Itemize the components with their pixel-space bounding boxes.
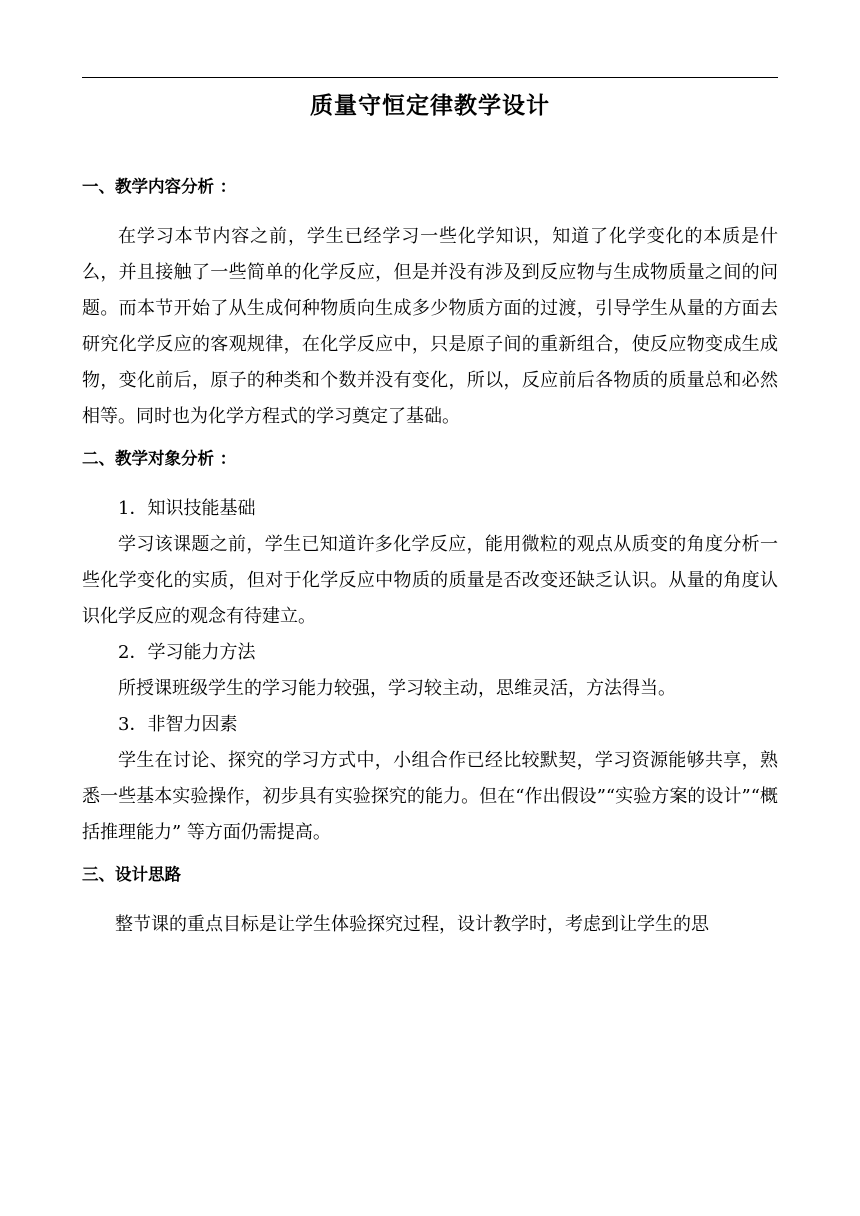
section-heading-content-analysis: 一、教学内容分析 ： [82, 177, 237, 196]
subheading-knowledge-skills: 1．知识技能基础 [118, 498, 256, 519]
content-analysis-paragraph: 在学习本节内容之前，学生已经学习一些化学知识，知道了化学变化的本质是什么，并且接触了一些简单的化学反应，但是并没有涉及到反应物与生成物质量之间的问题。而本节开始了从生成何种物质向生成多少物质方面的过渡，引导学生从量的方面去研究化学反应的客观规律，在化学反应中，只是原子间的重新组合，使反应物变成生成物，变化前后，原子的种类和个数并没有变化，所以，反应前后各物质的质量总和必然相等。同时也为化学方程式的学习奠定了基础。 [82, 226, 778, 427]
design-approach-paragraph: 整节课的重点目标是让学生体验探究过程，设计教学时，考虑到让学生的思 [115, 914, 709, 935]
document-title: 质量守恒定律教学设计 [310, 92, 550, 119]
header-rule [82, 77, 778, 78]
learning-ability-paragraph: 所授课班级学生的学习能力较强，学习较主动，思维灵活，方法得当。 [118, 678, 676, 699]
section-heading-design-approach: 三、设计思路 [82, 865, 181, 884]
subheading-learning-ability: 2．学习能力方法 [118, 642, 256, 663]
non-intellectual-paragraph: 学生在讨论、探究的学习方式中，小组合作已经比较默契，学习资源能够共享，熟悉一些基本实验操作，初步具有实验探究的能力。但在“作出假设”“实验方案的设计”“概括推理能力” 等方面仍需提高。 [82, 750, 778, 843]
document-body [82, 175, 778, 943]
subheading-non-intellectual: 3．非智力因素 [118, 714, 238, 735]
section-heading-audience-analysis: 二、教学对象分析 ： [82, 449, 237, 468]
knowledge-skills-paragraph: 学习该课题之前，学生已知道许多化学反应，能用微粒的观点从质变的角度分析一些化学变化的实质，但对于化学反应中物质的质量是否改变还缺乏认识。从量的角度认识化学反应的观念有待建立。 [82, 534, 778, 627]
